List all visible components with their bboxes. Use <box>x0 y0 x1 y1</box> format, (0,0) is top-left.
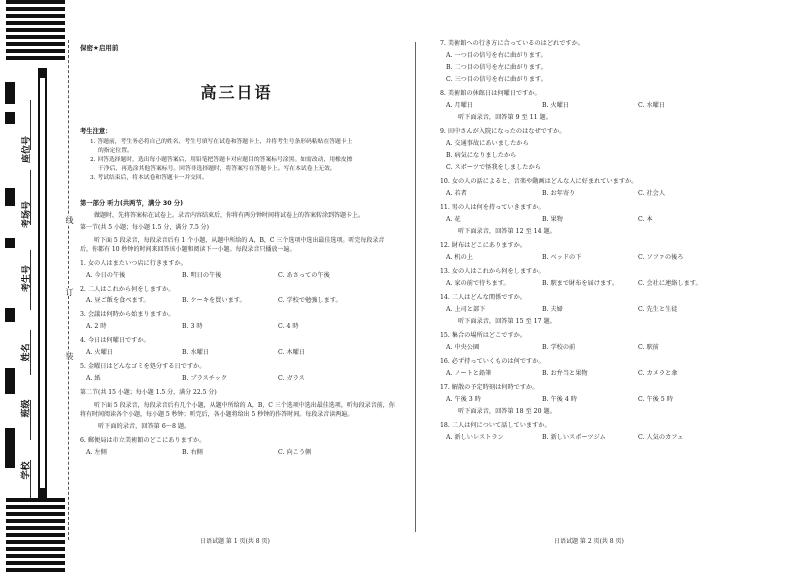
question-16: 16. 必ず持っていくものは何ですか。 <box>440 357 545 365</box>
question-15: 15. 集合の場所はどこですか。 <box>440 331 527 339</box>
section-1-desc: 听下面 5 段录音，每段录音后有 1 个小题，从题中所给的 A，B，C 三个选项中选出最佳选项。听完每段录音后，你都有 10 秒钟的时间来回答该小题和阅读下一小题。每段录音只播放一遍。 <box>80 237 385 253</box>
question-14: 14. 二人はどんな関係ですか。 <box>440 293 527 301</box>
options-15: A. 中央公園 B. 学校の前 C. 駅前 <box>446 343 659 351</box>
options-3: A. 2 時 B. 3 時 C. 4 時 <box>86 323 299 331</box>
school-label: 学校 <box>21 461 32 480</box>
options-13: A. 家の前で待ちます。 B. 駅まで財布を届けます。 C. 会社に連絡します。 <box>446 279 702 287</box>
question-17: 17. 解散の予定時刻は何時ですか。 <box>440 383 539 391</box>
cut-mark-bind: 订 <box>65 288 74 296</box>
cut-mark-line: 线 <box>65 216 74 224</box>
question-4: 4. 今日は何曜日ですか。 <box>80 337 150 345</box>
student-number-label: 考生号 <box>22 264 33 293</box>
cut-mark-mount: 装 <box>65 352 74 360</box>
options-6: A. 左側 B. 右側 C. 向こう側 <box>86 449 312 457</box>
page-title: 高三日语 <box>200 83 273 103</box>
seat-number-label: 座位号 <box>22 135 33 164</box>
binding-frame <box>38 68 47 498</box>
class-label: 班级 <box>21 399 32 418</box>
question-7: 7. 美術館への行き方に合っているのはどれですか。 <box>440 40 584 47</box>
barcode-stripes-bottom <box>0 498 65 579</box>
question-12: 12. 財布はどこにありますか。 <box>440 241 527 249</box>
question-11: 11. 男の人は何を持っていきますか。 <box>440 203 545 211</box>
section-2-heading: 第二节(共 15 小题；每小题 1.5 分，满分 22.5 分) <box>80 389 217 397</box>
options-8: A. 月曜日 B. 火曜日 C. 水曜日 <box>446 101 666 109</box>
name-label: 姓名 <box>21 343 32 362</box>
page-2: 7. 美術館への行き方に合っているのはどれですか。 A. 一つ目の信号を右に曲がります。 B. 二つ目の信号を左に曲がります。 C. 三つ目の信号を右に曲がります。 8. 美術館の休館日は何曜日ですか。 A. 月曜日 B. 火曜日 C. 水曜日 听下面录音，回答第 9 至 11 题。 9. 田中さんが入院になったのはなぜですか。 A. 交通事故にあいましたから B. 病気になりましたから C. スポーツで怪我をしましたから 10. 女の人の話によると、音楽や動画はどんな人に好まれていますか。 A. 若者 B. お年寄り C. 社会人 11. 男の人は何を持っていきますか。 A. 花 B. 果物 C. 本 听下面录音，回答第 12 至 14 题。 12. 財布はどこにありますか。 A. 机の上 B. ベッドの下 C. ソファの後ろ 13. 女の人はこれから何をしますか。 A. 家の前で待ちます。 B. 駅まで財布を届けます。 C. 会社に連絡します。 14. 二人はどんな関係ですか。 A. 上司と部下 B. 夫婦 C. 先生と生徒 听下面录音，回答第 15 至 17 题。 15. 集合の場所はどこですか。 A. 中央公園 B. 学校の前 C. 駅前 16. 必ず持っていくものは何ですか。 A. ノートと鉛筆 B. お弁当と果物 C. カメラと傘 17. 解散の予定時刻は何時ですか。 A. 午後 3 時 B. 午後 4 時 C. 午後 5 時 听下面录音，回答第 18 至 20 题。 18. 二人は何について話していますか。 A. 新しいレストラン B. 新しいスポーツジム C. 人気のカフェ <box>438 40 778 443</box>
question-3: 3. 会議は何時から始まりますか。 <box>80 311 175 319</box>
question-6: 6. 郵便局は市立美術館のどこにありますか。 <box>80 437 206 445</box>
question-8: 8. 美術館の休館日は何曜日ですか。 <box>440 89 541 97</box>
instruction-9-11: 听下面录音，回答第 9 至 11 题。 <box>458 113 552 121</box>
instruction-15-17: 听下面录音，回答第 15 至 17 题。 <box>458 317 556 325</box>
confidential-mark: 保密★启用前 <box>80 44 119 52</box>
options-16: A. ノートと鉛筆 B. お弁当と果物 C. カメラと傘 <box>446 369 678 377</box>
exam-room-label: 考场号 <box>22 200 33 229</box>
instruction-12-14: 听下面录音，回答第 12 至 14 题。 <box>458 227 556 235</box>
options-1: A. 今日の午後 B. 明日の午後 C. あさっての午後 <box>86 271 330 279</box>
question-18: 18. 二人は何について話していますか。 <box>440 421 551 429</box>
question-9: 9. 田中さんが入院になったのはなぜですか。 <box>440 127 566 135</box>
question-2: 2. 二人はこれから何をしますか。 <box>80 285 175 293</box>
options-5: A. 紙 B. プラスチック C. ガラス <box>86 375 305 383</box>
notice-heading: 考生注意： <box>80 127 112 135</box>
section-1-heading: 第一节(共 5 小题；每小题 1.5 分，满分 7.5 分) <box>80 224 210 232</box>
options-18: A. 新しいレストラン B. 新しいスポーツジム C. 人気のカフェ <box>446 433 684 441</box>
question-1: 1. 女の人はまたいつ店に行きますか。 <box>80 259 187 267</box>
options-11: A. 花 B. 果物 C. 本 <box>446 215 653 223</box>
instruction-18-20: 听下面录音，回答第 18 至 20 题。 <box>458 407 556 415</box>
options-12: A. 机の上 B. ベッドの下 C. ソファの後ろ <box>446 253 684 261</box>
options-17: A. 午後 3 時 B. 午後 4 時 C. 午後 5 時 <box>446 395 673 403</box>
question-10: 10. 女の人の話によると、音楽や動画はどんな人に好まれていますか。 <box>440 177 638 185</box>
binding-strip <box>0 0 75 579</box>
page-divider <box>415 42 416 532</box>
options-4: A. 火曜日 B. 水曜日 C. 木曜日 <box>86 349 306 357</box>
part-heading: 第一部分 听力(共两节，满分 30 分) <box>80 199 183 207</box>
options-2: A. 昼ご飯を食べます。 B. ケーキを買います。 C. 学校で勉強します。 <box>86 297 342 305</box>
intro-text: 做题时，先将答案标在试卷上。录音内容结束后，你将有两分钟时间将试卷上的答案转涂到答题卡上。 <box>94 211 365 219</box>
question-13: 13. 女の人はこれから何をしますか。 <box>440 267 545 275</box>
options-10: A. 若者 B. お年寄り C. 社会人 <box>446 189 666 197</box>
barcode-stripes-top <box>0 0 65 68</box>
notice-list: 1. 答题前，考生务必将自己的姓名、考生号填写在试卷和答题卡上，并将考生号条形码粘贴在答题卡上 的指定位置。 2. 回答选择题时，选出每小题答案后，用铅笔把答题卡对应题目的答案标号涂黑。如需改动，用橡皮擦 干净后，再选涂其他答案标号。回答非选择题时，将答案写在答题卡上。写在本试卷上无效。 3. 考试结束后，将本试卷和答题卡一并交回。 <box>90 138 353 181</box>
question-5: 5. 金曜日はどんなゴミを処分する日ですか。 <box>80 363 206 371</box>
section-2-desc: 听下面 5 段录音，每段录音后有几个小题，从题中所给的 A，B，C 三个选项中选出最佳选项。听每段录音前，你将有时间阅读各个小题，每小题 5 秒钟；听完后，各小题将给出 5 秒钟的作答时间。每段录音读两遍。 <box>80 402 395 418</box>
page-1-footer: 日语试题 第 1 页(共 8 页) <box>200 538 270 545</box>
options-14: A. 上司と部下 B. 夫婦 C. 先生と生徒 <box>446 305 678 313</box>
instruction-6-8: 听下面的录音，回答第 6～8 题。 <box>98 423 191 431</box>
page-1 <box>78 30 395 458</box>
page-2-footer: 日语试题 第 2 页(共 8 页) <box>554 538 624 545</box>
